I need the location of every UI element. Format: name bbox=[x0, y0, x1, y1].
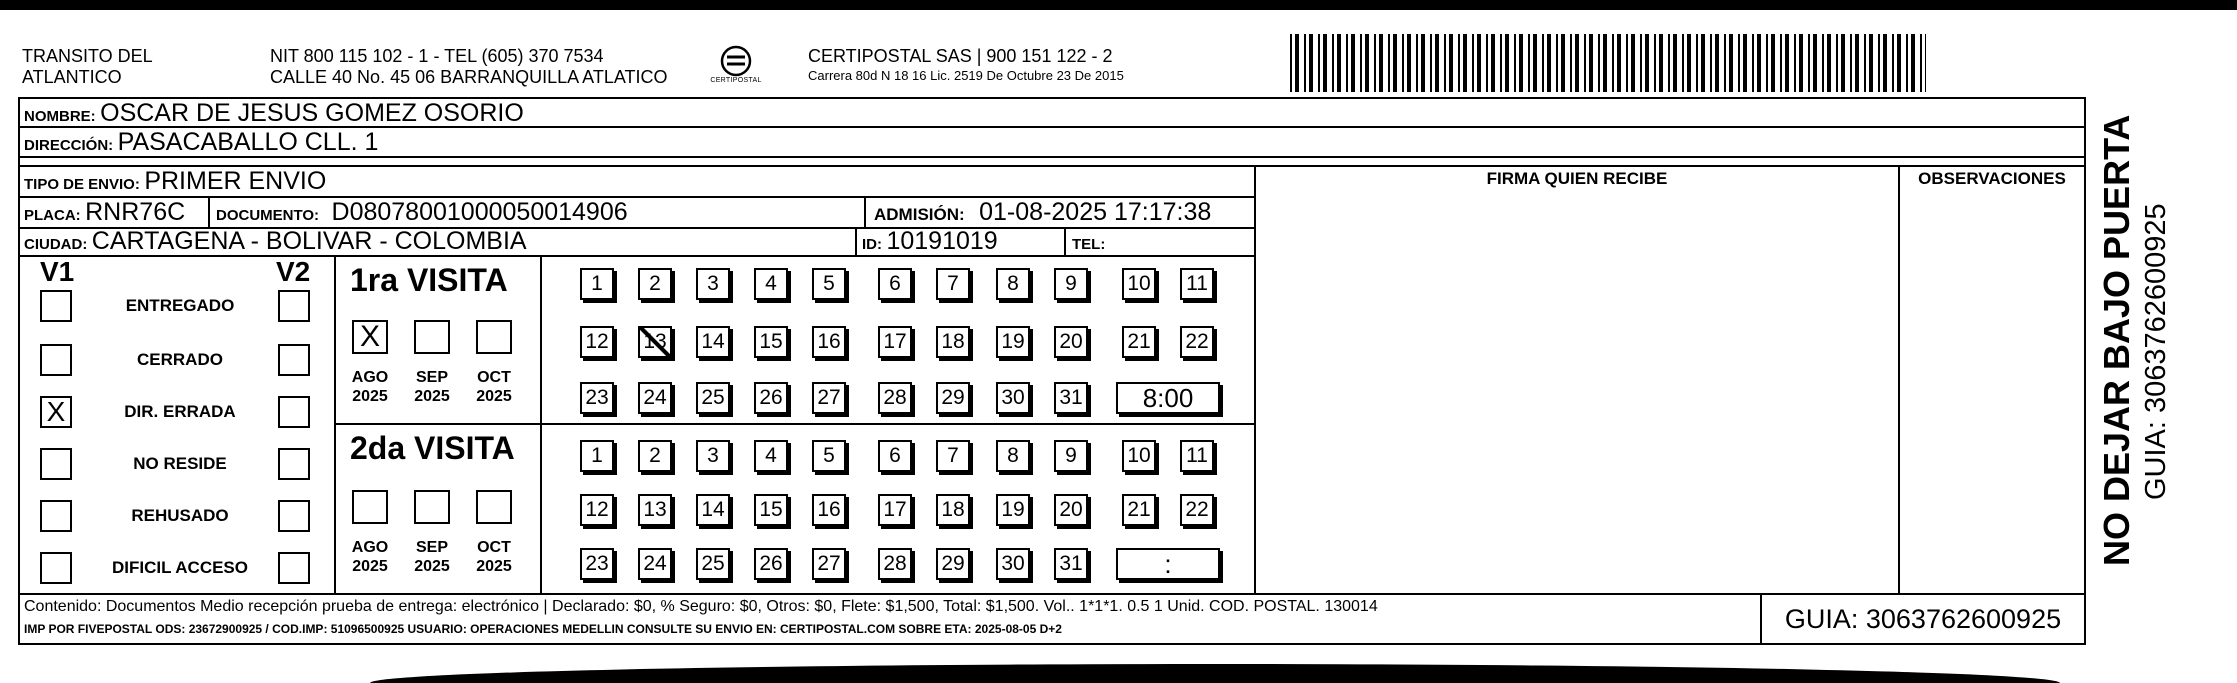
day-box[interactable]: 25 bbox=[696, 382, 730, 414]
day-box[interactable]: 21 bbox=[1122, 326, 1156, 358]
v2-checkbox[interactable] bbox=[278, 500, 310, 532]
contenido-text: Contenido: Documentos Medio recepción prueba de entrega: electrónico | Declarado: $0, % Seguro: $0, Otros: $0, Flete: $1,500, Total: $1,500. Vol.. 1*1*1. 0.5 1 Unid. COD. POSTAL. 130014 bbox=[24, 598, 1378, 615]
day-box[interactable]: 26 bbox=[754, 382, 788, 414]
day-box[interactable]: 6 bbox=[878, 440, 912, 472]
admision-cell bbox=[874, 198, 1211, 230]
barcode-bar bbox=[1724, 34, 1726, 92]
v1-checkbox[interactable] bbox=[40, 500, 72, 532]
barcode-bar bbox=[1458, 34, 1460, 92]
day-box[interactable]: 9 bbox=[1054, 440, 1088, 472]
v2-checkbox[interactable] bbox=[278, 448, 310, 480]
month-year: 2025 bbox=[476, 558, 512, 575]
day-box[interactable]: 10 bbox=[1122, 268, 1156, 300]
barcode-bar bbox=[1365, 34, 1369, 92]
barcode-bar bbox=[1360, 34, 1362, 92]
day-box[interactable]: 16 bbox=[812, 326, 846, 358]
day-box[interactable]: 30 bbox=[996, 548, 1030, 580]
day-box[interactable]: 27 bbox=[812, 382, 846, 414]
month-checkbox[interactable] bbox=[476, 320, 512, 354]
day-box[interactable]: 4 bbox=[754, 268, 788, 300]
org-contact bbox=[270, 46, 668, 88]
barcode-bar bbox=[1682, 34, 1684, 92]
day-box[interactable]: 31 bbox=[1054, 548, 1088, 580]
barcode-bar bbox=[1911, 34, 1915, 92]
month-checkbox[interactable] bbox=[414, 320, 450, 354]
barcode-bar bbox=[1612, 34, 1614, 92]
barcode-bar bbox=[1444, 34, 1446, 92]
day-box[interactable]: 7 bbox=[936, 268, 970, 300]
barcode-bar bbox=[1463, 34, 1467, 92]
sep-months bbox=[540, 255, 542, 593]
barcode-bar bbox=[1822, 34, 1824, 92]
status-label: REHUSADO bbox=[131, 506, 229, 525]
barcode-bar bbox=[1878, 34, 1880, 92]
barcode-bar bbox=[1645, 34, 1649, 92]
rule-visit-split bbox=[334, 423, 1256, 425]
barcode-bar bbox=[1519, 34, 1523, 92]
tipo-envio-value: PRIMER ENVIO bbox=[144, 167, 327, 195]
barcode-bar bbox=[1813, 34, 1817, 92]
status-label: DIFICIL ACCESO bbox=[111, 558, 248, 577]
status-label: CERRADO bbox=[137, 350, 223, 369]
tel-label: TEL: bbox=[1072, 236, 1106, 253]
v1-checkbox[interactable] bbox=[40, 344, 72, 376]
barcode-bar bbox=[1351, 34, 1355, 92]
placa-value: RNR76C bbox=[85, 198, 186, 226]
documento-cell bbox=[216, 198, 628, 230]
observaciones-header: OBSERVACIONES bbox=[1918, 169, 2066, 188]
day-box[interactable]: 5 bbox=[812, 268, 846, 300]
day-box[interactable]: 6 bbox=[878, 268, 912, 300]
barcode-bar bbox=[1533, 34, 1537, 92]
sep-placa bbox=[208, 196, 210, 227]
barcode-bar bbox=[1295, 34, 1299, 92]
barcode-bar bbox=[1715, 34, 1719, 92]
barcode-bar bbox=[1696, 34, 1698, 92]
day-box[interactable]: 3 bbox=[696, 440, 730, 472]
barcode-bar bbox=[1771, 34, 1775, 92]
v2-checkbox[interactable] bbox=[278, 290, 310, 322]
barcode-bar bbox=[1701, 34, 1705, 92]
barcode-bar bbox=[1402, 34, 1404, 92]
day-box[interactable]: 21 bbox=[1122, 494, 1156, 526]
month-label: SEP bbox=[415, 539, 448, 556]
placa-label: PLACA: bbox=[24, 207, 81, 224]
month-label: AGO bbox=[351, 369, 389, 386]
day-box[interactable]: 19 bbox=[996, 494, 1030, 526]
barcode-bar bbox=[1486, 34, 1488, 92]
barcode-bar bbox=[1729, 34, 1733, 92]
day-box[interactable]: 5 bbox=[812, 440, 846, 472]
certipostal-logo bbox=[706, 44, 766, 90]
month-checkbox[interactable] bbox=[414, 490, 450, 524]
barcode-bar bbox=[1855, 34, 1859, 92]
v1-checkbox[interactable] bbox=[40, 448, 72, 480]
day-box[interactable]: 18 bbox=[936, 494, 970, 526]
barcode-bar bbox=[1617, 34, 1621, 92]
day-box[interactable]: 2 bbox=[638, 268, 672, 300]
day-box[interactable]: 20 bbox=[1054, 494, 1088, 526]
day-box[interactable]: 16 bbox=[812, 494, 846, 526]
day-box[interactable]: 2 bbox=[638, 440, 672, 472]
nombre-value: OSCAR DE JESUS GOMEZ OSORIO bbox=[100, 99, 524, 127]
barcode-bar bbox=[1799, 34, 1803, 92]
logo-caption: CERTIPOSTAL bbox=[710, 77, 762, 84]
barcode-bar bbox=[1337, 34, 1341, 92]
nombre-label: NOMBRE: bbox=[24, 108, 96, 125]
barcode-bar bbox=[1318, 34, 1320, 92]
day-box[interactable]: 4 bbox=[754, 440, 788, 472]
barcode-bar bbox=[1542, 34, 1544, 92]
v2-checkbox[interactable] bbox=[278, 552, 310, 584]
barcode-bar bbox=[1421, 34, 1425, 92]
firma-header: FIRMA QUIEN RECIBE bbox=[1486, 169, 1668, 188]
barcode-bar bbox=[1757, 34, 1761, 92]
v2-checkbox[interactable] bbox=[278, 344, 310, 376]
day-box[interactable]: 14 bbox=[696, 494, 730, 526]
day-box[interactable]: 11 bbox=[1180, 268, 1214, 300]
day-box[interactable]: 28 bbox=[878, 382, 912, 414]
address-line: CALLE 40 No. 45 06 BARRANQUILLA ATLATICO bbox=[270, 67, 668, 87]
barcode-bar bbox=[1687, 34, 1691, 92]
barcode-bar bbox=[1836, 34, 1838, 92]
barcode-bar bbox=[1925, 34, 1926, 92]
barcode-bar bbox=[1920, 34, 1922, 92]
month-year: 2025 bbox=[352, 558, 388, 575]
barcode-bar bbox=[1640, 34, 1642, 92]
day-box[interactable]: 29 bbox=[936, 548, 970, 580]
month-checkbox[interactable]: X bbox=[352, 320, 388, 354]
day-box[interactable]: 19 bbox=[996, 326, 1030, 358]
barcode-bar bbox=[1309, 34, 1313, 92]
time-box[interactable]: : bbox=[1116, 548, 1220, 580]
status-label: ENTREGADO bbox=[125, 296, 235, 315]
barcode-bar bbox=[1598, 34, 1600, 92]
barcode-bar bbox=[1388, 34, 1390, 92]
day-box[interactable]: 12 bbox=[580, 494, 614, 526]
month-checkbox[interactable] bbox=[476, 490, 512, 524]
company-line: CERTIPOSTAL SAS | 900 151 122 - 2 bbox=[808, 46, 1113, 66]
company-info bbox=[808, 46, 1124, 85]
visit1-title: 1ra VISITA bbox=[350, 262, 508, 298]
barcode-bar bbox=[1332, 34, 1334, 92]
barcode-bar bbox=[1570, 34, 1572, 92]
nombre-row bbox=[24, 99, 524, 131]
imp-text: IMP POR FIVEPOSTAL ODS: 23672900925 / COD.IMP: 51096500925 USUARIO: OPERACIONES MEDELLIN CONSULTE SU ENVIO EN: CERTIPOSTAL.COM SOBRE ETA: 2025-08-05 D+2 bbox=[24, 622, 1062, 636]
id-value: 10191019 bbox=[886, 227, 998, 255]
org-line-2: ATLANTICO bbox=[22, 67, 122, 87]
ciudad-label: CIUDAD: bbox=[24, 236, 88, 253]
time-box[interactable]: 8:00 bbox=[1116, 382, 1220, 414]
barcode bbox=[1290, 34, 1926, 92]
status-label: NO RESIDE bbox=[133, 454, 227, 473]
barcode-bar bbox=[1673, 34, 1677, 92]
day-box[interactable]: 18 bbox=[936, 326, 970, 358]
tipo-envio-row bbox=[24, 167, 326, 199]
sep-status bbox=[334, 255, 336, 593]
barcode-bar bbox=[1304, 34, 1306, 92]
barcode-bar bbox=[1505, 34, 1509, 92]
barcode-bar bbox=[1752, 34, 1754, 92]
tipo-envio-label: TIPO DE ENVIO: bbox=[24, 176, 140, 193]
day-box[interactable]: 3 bbox=[696, 268, 730, 300]
documento-value: D08078001000050014906 bbox=[331, 198, 628, 226]
day-box[interactable]: 1 bbox=[580, 268, 614, 300]
bottom-scan-bar bbox=[370, 664, 2060, 683]
barcode-bar bbox=[1808, 34, 1810, 92]
guia-footer: GUIA: 3063762600925 bbox=[1784, 604, 2062, 634]
barcode-bar bbox=[1603, 34, 1607, 92]
direccion-label: DIRECCIÓN: bbox=[24, 137, 114, 154]
month-year: 2025 bbox=[352, 388, 388, 405]
barcode-bar bbox=[1631, 34, 1635, 92]
barcode-bar bbox=[1780, 34, 1782, 92]
day-box[interactable]: 25 bbox=[696, 548, 730, 580]
v2-header: V2 bbox=[276, 256, 311, 287]
sep-id bbox=[1064, 227, 1066, 255]
month-checkbox[interactable] bbox=[352, 490, 388, 524]
barcode-bar bbox=[1472, 34, 1474, 92]
v1-header: V1 bbox=[40, 256, 75, 287]
day-box[interactable]: 22 bbox=[1180, 326, 1214, 358]
barcode-bar bbox=[1906, 34, 1908, 92]
direccion-value: PASACABALLO CLL. 1 bbox=[117, 128, 379, 156]
ciudad-value: CARTAGENA - BOLIVAR - COLOMBIA bbox=[91, 227, 527, 255]
barcode-bar bbox=[1841, 34, 1845, 92]
month-year: 2025 bbox=[476, 388, 512, 405]
id-cell bbox=[862, 227, 998, 259]
day-box[interactable]: 17 bbox=[878, 326, 912, 358]
day-box[interactable]: 13 bbox=[638, 494, 672, 526]
barcode-bar bbox=[1449, 34, 1453, 92]
v2-checkbox[interactable] bbox=[278, 396, 310, 428]
barcode-bar bbox=[1393, 34, 1397, 92]
day-box[interactable]: 27 bbox=[812, 548, 846, 580]
day-box[interactable]: 22 bbox=[1180, 494, 1214, 526]
v1-checkbox[interactable] bbox=[40, 552, 72, 584]
barcode-bar bbox=[1589, 34, 1593, 92]
rule-2b bbox=[18, 165, 2086, 167]
day-box[interactable]: 8 bbox=[996, 440, 1030, 472]
barcode-bar bbox=[1766, 34, 1768, 92]
v1-checkbox[interactable]: X bbox=[40, 396, 72, 428]
barcode-bar bbox=[1374, 34, 1376, 92]
barcode-bar bbox=[1491, 34, 1495, 92]
day-box[interactable]: 17 bbox=[878, 494, 912, 526]
day-box[interactable]: 1 bbox=[580, 440, 614, 472]
barcode-bar bbox=[1827, 34, 1831, 92]
day-box[interactable]: 30 bbox=[996, 382, 1030, 414]
barcode-bar bbox=[1626, 34, 1628, 92]
day-box[interactable]: 8 bbox=[996, 268, 1030, 300]
org-name bbox=[22, 46, 153, 88]
day-box[interactable]: 10 bbox=[1122, 440, 1156, 472]
sep-documento bbox=[864, 196, 866, 227]
top-scan-bar bbox=[0, 0, 2237, 10]
day-box[interactable]: 15 bbox=[754, 326, 788, 358]
day-box[interactable]: 24 bbox=[638, 548, 672, 580]
barcode-bar bbox=[1659, 34, 1663, 92]
barcode-bar bbox=[1547, 34, 1551, 92]
barcode-bar bbox=[1379, 34, 1383, 92]
day-box[interactable]: 12 bbox=[580, 326, 614, 358]
day-box[interactable]: 31 bbox=[1054, 382, 1088, 414]
day-box[interactable]: 29 bbox=[936, 382, 970, 414]
license-line: Carrera 80d N 18 16 Lic. 2519 De Octubre 23 De 2015 bbox=[808, 68, 1124, 83]
tel-cell bbox=[1072, 227, 1105, 259]
barcode-bar bbox=[1794, 34, 1796, 92]
month-label: SEP bbox=[415, 369, 448, 386]
visit2-title: 2da VISITA bbox=[350, 430, 515, 466]
barcode-bar bbox=[1435, 34, 1439, 92]
barcode-bar bbox=[1528, 34, 1530, 92]
placa-cell bbox=[24, 198, 185, 230]
status-label: DIR. ERRADA bbox=[124, 402, 236, 421]
firma-area bbox=[1256, 196, 1898, 592]
barcode-bar bbox=[1561, 34, 1565, 92]
day-box[interactable]: 26 bbox=[754, 548, 788, 580]
documento-label: DOCUMENTO: bbox=[216, 207, 320, 224]
month-year: 2025 bbox=[414, 558, 450, 575]
barcode-bar bbox=[1654, 34, 1656, 92]
barcode-bar bbox=[1514, 34, 1516, 92]
day-box[interactable]: 15 bbox=[754, 494, 788, 526]
v1-checkbox[interactable] bbox=[40, 290, 72, 322]
month-year: 2025 bbox=[414, 388, 450, 405]
day-box[interactable]: 23 bbox=[580, 548, 614, 580]
barcode-bar bbox=[1290, 34, 1292, 92]
month-label: OCT bbox=[477, 539, 511, 556]
barcode-bar bbox=[1710, 34, 1712, 92]
barcode-bar bbox=[1575, 34, 1579, 92]
barcode-bar bbox=[1416, 34, 1418, 92]
admision-label: ADMISIÓN: bbox=[874, 205, 965, 224]
day-box[interactable]: 28 bbox=[878, 548, 912, 580]
barcode-bar bbox=[1477, 34, 1481, 92]
barcode-bar bbox=[1323, 34, 1327, 92]
barcode-bar bbox=[1785, 34, 1789, 92]
barcode-graphic bbox=[1290, 34, 1926, 92]
day-box[interactable]: 24 bbox=[638, 382, 672, 414]
barcode-bar bbox=[1346, 34, 1348, 92]
day-box[interactable]: 11 bbox=[1180, 440, 1214, 472]
barcode-bar bbox=[1500, 34, 1502, 92]
month-label: AGO bbox=[351, 539, 389, 556]
org-line-1: TRANSITO DEL bbox=[22, 46, 153, 66]
barcode-bar bbox=[1584, 34, 1586, 92]
day-box[interactable]: 9 bbox=[1054, 268, 1088, 300]
barcode-bar bbox=[1897, 34, 1901, 92]
barcode-bar bbox=[1892, 34, 1894, 92]
barcode-bar bbox=[1668, 34, 1670, 92]
barcode-bar bbox=[1556, 34, 1558, 92]
barcode-bar bbox=[1883, 34, 1887, 92]
day-box[interactable]: 14 bbox=[696, 326, 730, 358]
nit-line: NIT 800 115 102 - 1 - TEL (605) 370 7534 bbox=[270, 46, 604, 66]
barcode-bar bbox=[1430, 34, 1432, 92]
barcode-bar bbox=[1850, 34, 1852, 92]
observaciones-area bbox=[1900, 196, 2084, 592]
sep-ciudad bbox=[855, 227, 857, 255]
day-box[interactable]: 13 bbox=[638, 326, 672, 358]
barcode-bar bbox=[1738, 34, 1740, 92]
rule-footer bbox=[18, 593, 2086, 595]
side-warning: NO DEJAR BAJO PUERTA bbox=[2096, 114, 2137, 566]
barcode-bar bbox=[1869, 34, 1873, 92]
month-label: OCT bbox=[477, 369, 511, 386]
direccion-row bbox=[24, 128, 378, 160]
side-guia: GUIA: 3063762600925 bbox=[2140, 203, 2172, 500]
ciudad-cell bbox=[24, 227, 527, 259]
admision-value: 01-08-2025 17:17:38 bbox=[979, 198, 1212, 226]
day-box[interactable]: 7 bbox=[936, 440, 970, 472]
barcode-bar bbox=[1743, 34, 1747, 92]
day-box[interactable]: 23 bbox=[580, 382, 614, 414]
id-label: ID: bbox=[862, 236, 882, 253]
day-box[interactable]: 20 bbox=[1054, 326, 1088, 358]
barcode-bar bbox=[1407, 34, 1411, 92]
barcode-bar bbox=[1864, 34, 1866, 92]
